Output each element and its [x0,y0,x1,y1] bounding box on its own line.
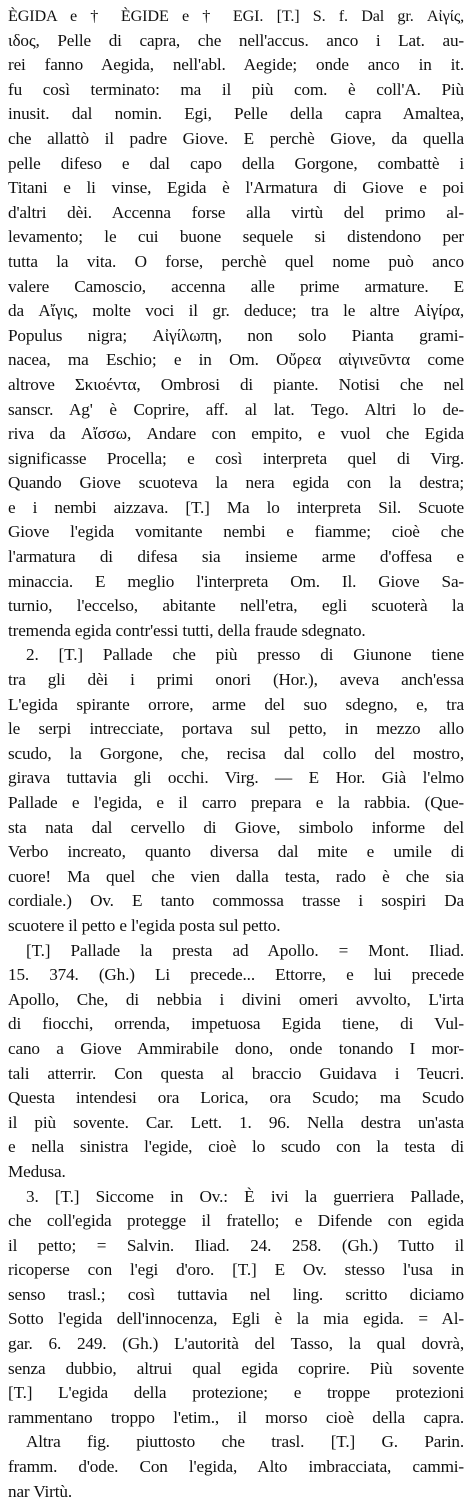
text-line: cordiale.) Ov. E tanto commossa trasse i sospiri Da [8,891,464,911]
text-line: tali atterrir. Con questa al braccio Guidava i Teucri. [8,1063,464,1083]
text-line: senso trasl.; così tuttavia nel ling. scritto diciamo [8,1284,464,1304]
text-line: il più sovente. Car. Lett. 1. 96. Nella destra un'asta [8,1112,464,1132]
text-line: framm. d'ode. Con l'egida, Alto imbracciata, cammi- [8,1457,464,1477]
text-line: Medusa. [8,1161,66,1181]
text-line: Altra fig. piuttosto che trasl. [T.] G. Parin. [26,1432,464,1452]
text-line: [T.] L'egida della protezione; e troppe protezioni [8,1383,464,1403]
text-line: cano a Giove Ammirabile dono, onde tonando I mor- [8,1038,464,1058]
text-line: riva da Αἴσσω, Andare con empito, e vuol che Egida [8,424,464,444]
text-line: e i nembi aizzava. [T.] Ma lo interpreta Sil. Scuote [8,497,464,517]
sense-3-start: 3. [T.] Siccome in Ov.: È ivi la guerriera Pallade, [26,1186,464,1206]
sense-2-start: 2. [T.] Pallade che più presso di Giunone tiene [26,645,464,665]
text-line: inusit. dal nomin. Egi, Pelle della capra Amaltea, [8,104,464,124]
text-line: nar Virtù. [8,1481,72,1501]
text-line: Apollo, Che, di nebbia i divini omeri avvolto, L'irta [8,989,464,1009]
entry-headword-line: ÈGIDA e † ÈGIDE e † EGI. [T.] S. f. Dal gr. Αἰγίς, [8,7,464,25]
text-line: [T.] Pallade la presta ad Apollo. = Mont. Iliad. [26,940,464,960]
text-line: significasse Procella; e così interpreta quel di Virg. [8,448,464,468]
text-line: L'egida spirante orrore, arme del suo sdegno, e, tra [8,694,464,714]
text-line: tremenda egida contr'essi tutti, della fraude sdegnato. [8,620,366,640]
text-line: Sotto l'egida dell'innocenza, Egli è la mia egida. = Al- [8,1309,464,1329]
text-line: di fiocchi, orrenda, impetuosa Egida tiene, di Vul- [8,1014,464,1034]
text-line: tutta la vita. O forse, perchè quel nome può anco [8,251,464,271]
text-line: ricoperse con l'egi d'oro. [T.] E Ov. stesso l'usa in [8,1260,464,1280]
text-line: Titani e li vinse, Egida è l'Armatura di Giove e poi [8,178,464,198]
text-line: da Αἴγις, molte voci il gr. deduce; tra le altre Αἰγίρα, [8,301,464,321]
text-line: 15. 374. (Gh.) Li precede... Ettorre, e lui precede [8,965,464,985]
text-line: rammentano troppo l'etim., il morso cioè della capra. [8,1407,464,1427]
text-line: turnio, l'eccelso, abitante nell'etra, egli scuoterà la [8,596,464,616]
text-line: minaccia. E meglio l'interpreta Om. Il. Giove Sa- [8,571,464,591]
text-line: le serpi intrecciate, portava sul petto, in mezzo allo [8,719,464,739]
text-line: scudo, la Gorgone, che, recisa dal collo del mostro, [8,743,464,763]
text-line: gar. 6. 249. (Gh.) L'autorità del Tasso, la qual dovrà, [8,1334,464,1354]
text-line: cuore! Ma quel che vien dalla testa, rado è che sia [8,866,464,886]
text-line: rei fanno Aegida, nell'abl. Aegide; onde anco in it. [8,55,464,75]
text-line: Verbo increato, quanto diversa dal mite e umile di [8,842,464,862]
text-line: sanscr. Ag' è Coprire, aff. al lat. Tego. Altri lo de- [8,399,464,419]
text-line: tra gli dèi i primi onori (Hor.), aveva anch'essa [8,670,464,690]
text-line: Giove l'egida vomitante nembi e fiamme; cioè che [8,522,464,542]
text-line: senza dubbio, altrui qual egida coprire. Più sovente [8,1358,464,1378]
text-line: scuotere il petto e l'egida posta sul petto. [8,915,281,935]
text-line: Pallade e l'egida, e il carro prepara e la rabbia. (Que- [8,793,464,812]
text-line: altrove Σκιοέντα, Ombrosi di piante. Notisi che nel [8,374,464,394]
text-line: fu così terminato: ma il più com. è coll'A. Più [8,79,464,99]
text-line: e nella sinistra l'egide, cioè lo scudo con la testa di [8,1137,464,1157]
text-line: girava tuttavia gli occhi. Virg. — E Hor. Già l'elmo [8,768,464,788]
text-line: che allattò il padre Giove. E perchè Giove, da quella [8,128,464,148]
text-line: d'altri dèi. Accenna forse alla virtù del primo al- [8,202,464,222]
text-line: Questa intendesi ora Lorica, ora Scudo; ma Scudo [8,1088,464,1108]
text-line: nacea, ma Eschio; e in Om. Οὔρεα αἰγινεῦντα come [8,350,464,370]
text-line: il petto; = Salvin. Iliad. 24. 258. (Gh.) Tutto il [8,1235,464,1255]
text-line: pelle difeso e dal capo della Gorgone, combattè i [8,153,464,173]
text-line: ιδος, Pelle di capra, che nell'accus. anco i Lat. au- [8,30,464,50]
text-line: Quando Giove scuoteva la nera egida con la destra; [8,473,464,493]
text-line: valere Camoscio, accenna alle prime armature. E [8,276,464,296]
text-line: levamento; le cui buone sequele si distendono per [8,227,464,247]
text-line: Populus nigra; Αἰγίλωπη, non solo Pianta grami- [8,325,464,345]
text-line: sta nata dal cervello di Giove, simbolo informe del [8,817,464,837]
text-line: che coll'egida protegge il fratello; e Difende con egida [8,1211,464,1231]
text-line: l'armatura di difesa sia insieme arme d'offesa e [8,547,464,567]
